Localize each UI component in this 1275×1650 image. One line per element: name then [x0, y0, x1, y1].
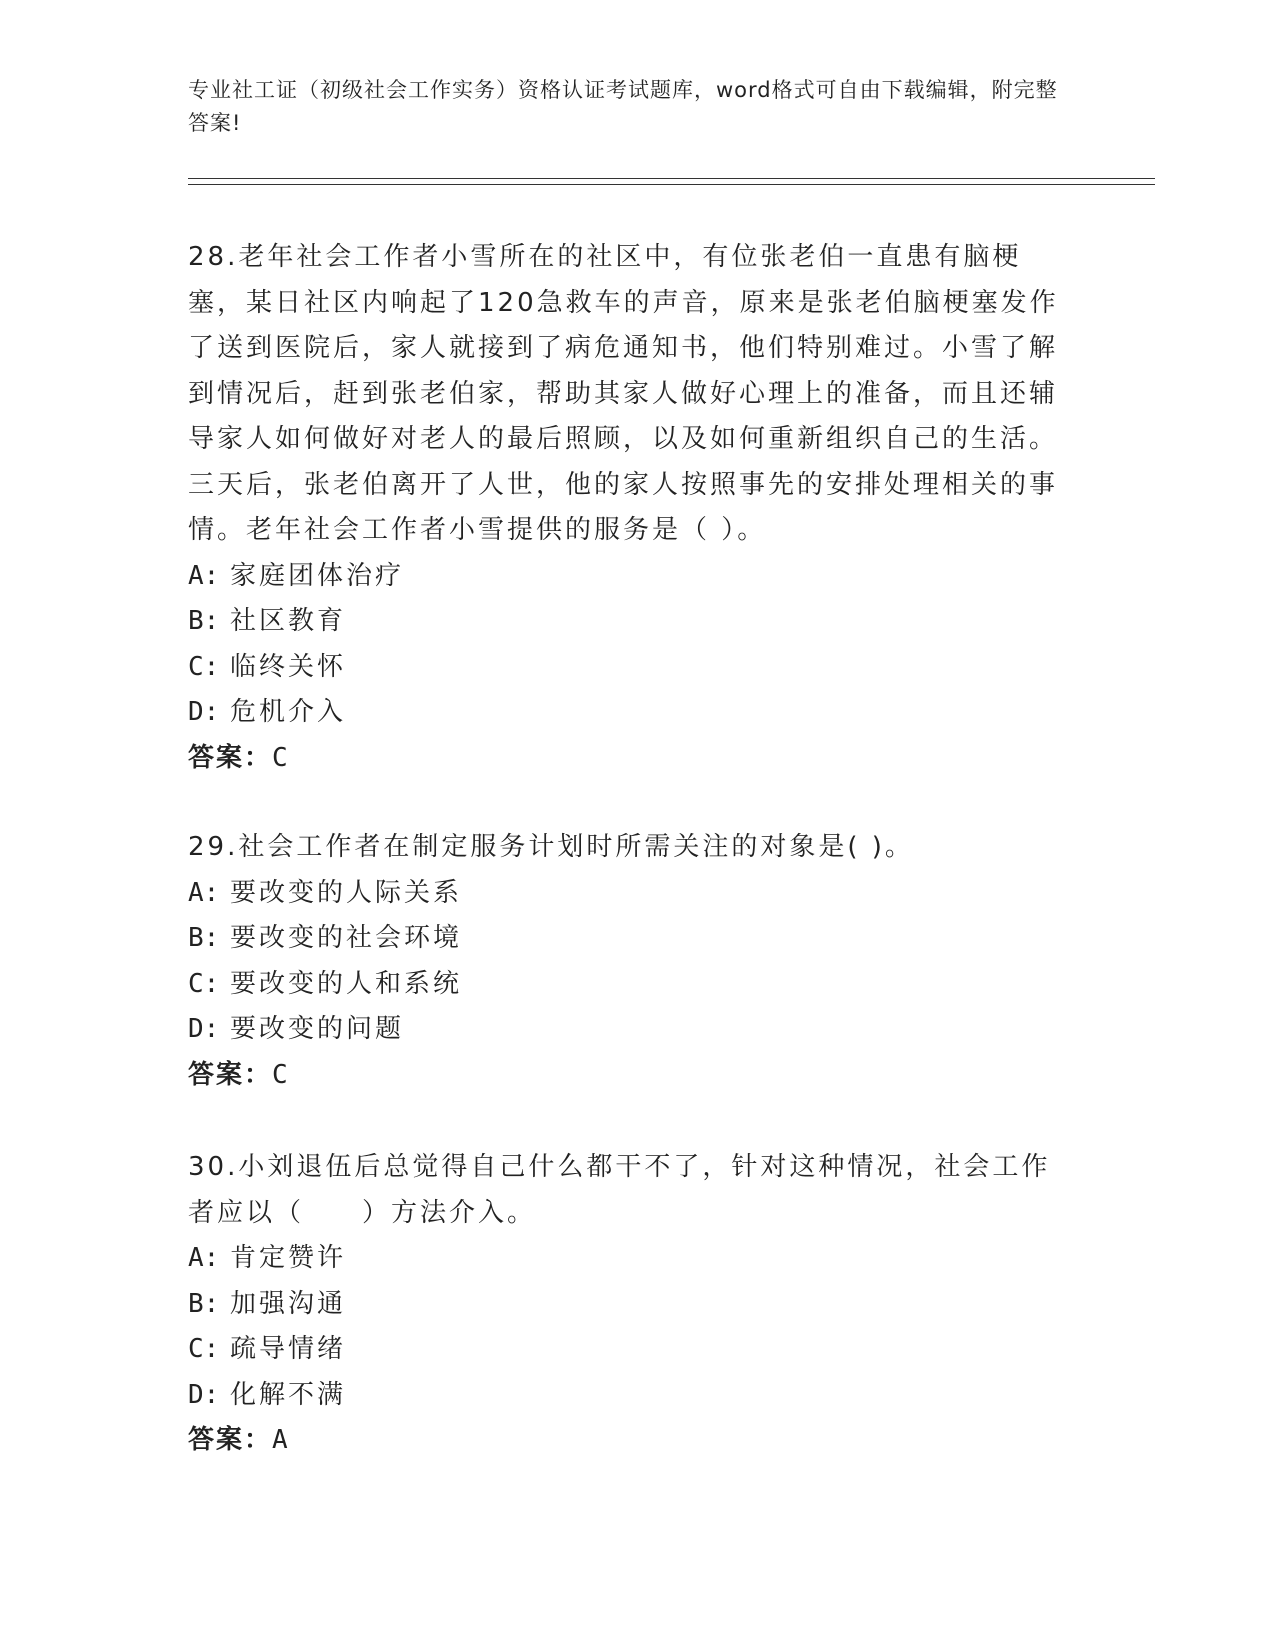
option-key: A:	[188, 560, 220, 591]
option-text: 危机介入	[230, 697, 347, 727]
option-b	[188, 916, 1078, 962]
answer-value: A	[272, 1425, 290, 1455]
answer-label: 答案：	[188, 1059, 273, 1090]
option-text: 临终关怀	[230, 651, 347, 682]
answer-line	[188, 736, 1078, 782]
option-b	[188, 1282, 1078, 1328]
question-stem: 29.社会工作者在制定服务计划时所需关注的对象是( )。	[188, 832, 914, 862]
option-a	[188, 871, 1078, 917]
option-text: 化解不满	[230, 1379, 347, 1410]
document-header: 专业社工证（初级社会工作实务）资格认证考试题库，word格式可自由下载编辑，附完整答案!	[188, 78, 1058, 135]
option-key: B:	[188, 923, 220, 953]
option-text: 加强沟通	[230, 1288, 347, 1319]
option-key: C:	[188, 968, 220, 999]
option-b	[188, 599, 1078, 645]
question-28	[188, 235, 1078, 781]
answer-label: 答案：	[188, 742, 273, 773]
answer-value: C	[272, 742, 290, 773]
option-key: C:	[188, 651, 220, 682]
option-key: A:	[188, 1243, 220, 1273]
option-text: 要改变的人际关系	[230, 877, 463, 908]
option-c	[188, 1327, 1078, 1373]
option-text: 家庭团体治疗	[230, 560, 405, 591]
option-text: 要改变的人和系统	[230, 968, 463, 999]
question-30	[188, 1145, 1078, 1464]
option-text: 要改变的社会环境	[230, 923, 463, 953]
option-c	[188, 645, 1078, 691]
option-d	[188, 1373, 1078, 1419]
option-text: 社区教育	[230, 606, 347, 636]
answer-label: 答案：	[188, 1425, 273, 1455]
option-key: B:	[188, 606, 220, 636]
option-key: D:	[188, 1379, 220, 1410]
option-d	[188, 1007, 1078, 1053]
option-text: 要改变的问题	[230, 1014, 405, 1044]
option-key: A:	[188, 877, 220, 908]
option-d	[188, 690, 1078, 736]
option-key: C:	[188, 1334, 220, 1364]
answer-line	[188, 1053, 1078, 1099]
option-key: B:	[188, 1288, 220, 1319]
option-c	[188, 962, 1078, 1008]
question-stem: 30.小刘退伍后总觉得自己什么都干不了，针对这种情况，社会工作者应以（ ）方法介入。	[188, 1152, 1051, 1228]
question-29	[188, 825, 1078, 1098]
option-text: 肯定赞许	[230, 1243, 347, 1273]
option-text: 疏导情绪	[230, 1334, 347, 1364]
answer-value: C	[272, 1059, 290, 1090]
option-key: D:	[188, 697, 220, 727]
header-rule-bottom	[188, 184, 1155, 185]
option-a	[188, 554, 1078, 600]
header-rule-top	[188, 178, 1155, 179]
answer-line	[188, 1418, 1078, 1464]
option-key: D:	[188, 1014, 220, 1044]
question-stem: 28.老年社会工作者小雪所在的社区中，有位张老伯一直患有脑梗塞，某日社区内响起了120急救车的声音，原来是张老伯脑梗塞发作了送到医院后，家人就接到了病危通知书，他们特别难过。小雪了解到情况后，赶到张老伯家，帮助其家人做好心理上的准备，而且还辅导家人如何做好对老人的最后照顾，以及如何重新组织自己的生活。三天后，张老伯离开了人世，他的家人按照事先的安排处理相关的事情。老年社会工作者小雪提供的服务是（ ）。	[188, 242, 1059, 545]
option-a	[188, 1236, 1078, 1282]
